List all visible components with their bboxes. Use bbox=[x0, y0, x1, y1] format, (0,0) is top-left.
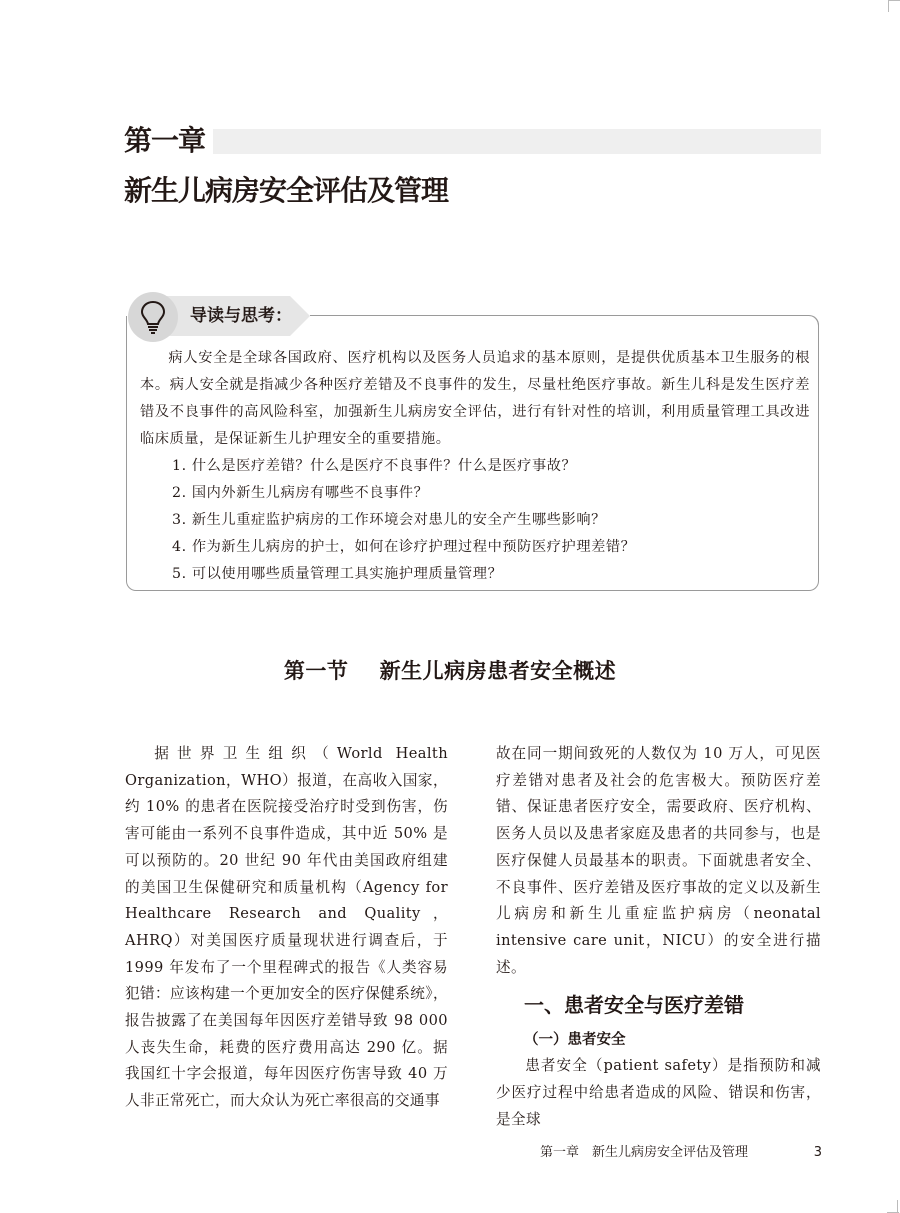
intro-paragraph-block bbox=[140, 345, 810, 453]
page-number: 3 bbox=[813, 1145, 822, 1160]
body-paragraph: 据世界卫生组织（World Health Organization，WHO）报道，在高收入国家，约 10% 的患者在医院接受治疗时受到伤害，伤害可能由一系列不良事件造成，其中近 50% 是可以预防的。20 世纪 90 年代由美国政府组建的美国卫生保健研究和质量机构（Agency for Healthcare Research and Quality，AHRQ）对美国医疗质量现状进行调查后，于 1999 年发布了一个里程碑式的报告《人类容易犯错：应该构建一个更加安全的医疗保健系统》，报告披露了在美国每年因医疗差错导致 98 000 人丧失生命，耗费的医疗费用高达 290 亿。据我国红十字会报道，每年因医疗伤害导致 40 万人非正常死亡，而大众认为死亡率很高的交通事 bbox=[125, 745, 448, 1110]
lightbulb-icon bbox=[128, 292, 178, 342]
body-paragraph-continued: 故在同一期间致死的人数仅为 10 万人，可见医疗差错对患者及社会的危害极大。预防医疗差错、保证患者医疗安全，需要政府、医疗机构、医务人员以及患者家庭及患者的共同参与，也是医疗保健人员最基本的职责。下面就患者安全、不良事件、医疗差错及医疗事故的定义以及新生儿病房和新生儿重症监护病房（neonatal intensive care unit，NICU）的安全进行描述。 bbox=[496, 745, 821, 976]
intro-paragraph: 病人安全是全球各国政府、医疗机构以及医务人员追求的基本原则，是提供优质基本卫生服务的根本。病人安全就是指减少各种医疗差错及不良事件的发生，尽量杜绝医疗事故。新生儿科是发生医疗差错及不良事件的高风险科室，加强新生儿病房安全评估，进行有针对性的培训，利用质量管理工具改进临床质量，是保证新生儿护理安全的重要措施。 bbox=[140, 350, 810, 447]
intro-question: 4. 作为新生儿病房的护士，如何在诊疗护理过程中预防医疗护理差错？ bbox=[172, 539, 636, 555]
running-title: 第一章 新生儿病房安全评估及管理 bbox=[540, 1145, 749, 1160]
crop-mark-top-right-vertical bbox=[888, 0, 900, 12]
subsection-heading: 一、患者安全与医疗差错 bbox=[524, 993, 744, 1018]
subsubsection-heading: （一）患者安全 bbox=[524, 1032, 626, 1049]
intro-heading: 导读与思考： bbox=[190, 306, 292, 326]
intro-question: 5. 可以使用哪些质量管理工具实施护理质量管理？ bbox=[172, 566, 503, 582]
chapter-decorative-bar bbox=[213, 129, 821, 154]
intro-question: 2. 国内外新生儿病房有哪些不良事件？ bbox=[172, 485, 429, 501]
chapter-header bbox=[124, 126, 821, 156]
intro-box-top-border bbox=[310, 315, 809, 316]
section-title: 第一节 新生儿病房患者安全概述 bbox=[283, 658, 617, 683]
body-paragraph: 患者安全（patient safety）是指预防和减少医疗过程中给患者造成的风险、错误和伤害，是全球 bbox=[496, 1057, 821, 1128]
intro-box-corner bbox=[799, 315, 819, 335]
page-footer bbox=[540, 1143, 822, 1163]
chapter-title: 新生儿病房安全评估及管理 bbox=[124, 174, 449, 207]
chapter-label: 第一章 bbox=[124, 124, 206, 157]
right-column bbox=[496, 741, 821, 1133]
left-column bbox=[125, 741, 448, 1115]
lightbulb-glyph bbox=[140, 300, 166, 334]
intro-question: 1. 什么是医疗差错？什么是医疗不良事件？什么是医疗事故？ bbox=[172, 458, 577, 474]
intro-question: 3. 新生儿重症监护病房的工作环境会对患儿的安全产生哪些影响？ bbox=[172, 512, 606, 528]
